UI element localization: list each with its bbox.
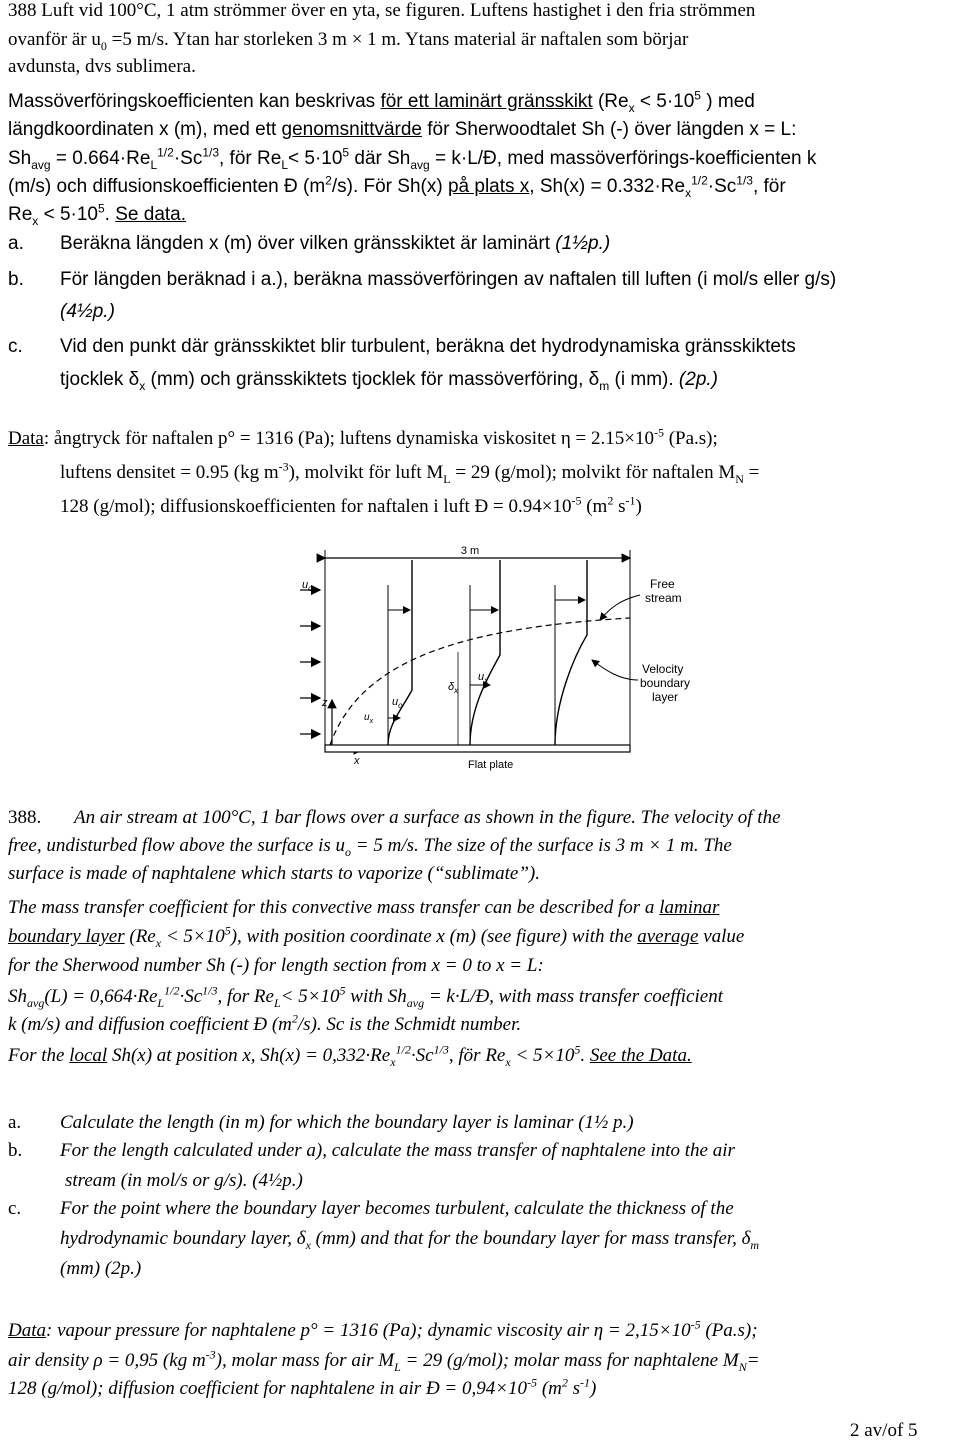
en-line-7: $Sh_{avg}(L) = 0,664\cdot Re_L^{1/2}\cdot Sc^{1/3}$, for $Re_L< 5\times 10^5$ with $Sh_{avg}$ = k·L/Đ, with mass transfer coefficient: [8, 983, 723, 1010]
en-question-a: a. Calculate the length (in m) for which the boundary layer is laminar (1½ p.): [8, 1112, 634, 1133]
en-question-c-line-3: (mm) (2p.): [60, 1258, 142, 1279]
en-line-6: for the Sherwood number Sh (-) for length section from x = 0 to x = L:: [8, 955, 544, 976]
sv-line-8: $Re_x < 5\cdot 10^5$. Se data.: [8, 201, 187, 228]
sv-line-6: $Sh_{avg} = 0.664\cdot Re_L^{1/2}\cdot Sc^{1/3}$, för $Re_L< 5\cdot 10^5$ där $Sh_{avg}$ = k·L/Đ, med massöverförings-koefficienten k: [8, 145, 817, 172]
sv-question-c: c. Vid den punkt där gränsskiktet blir turbulent, beräkna det hydrodynamiska gränsskiktets: [8, 336, 796, 357]
width-label: 3 m: [460, 545, 480, 557]
sv-line-7: (m/s) och diffusionskoefficienten Đ $(m^2/s)$. För Sh(x) på plats x, $Sh(x) = 0.332\cdot Re_x^{1/2}\cdot Sc^{1/3}$, för: [8, 173, 786, 200]
en-question-b: b. For the length calculated under a), calculate the mass transfer of naphtalene into the air: [8, 1140, 735, 1161]
sv-line-3: avdunsta, dvs sublimera.: [8, 56, 196, 77]
sv-data-line-1: Data: ångtryck för naftalen p° = 1316 (Pa); luftens dynamiska viskositet $\eta = 2.15\times 10^{-5}$ (Pa.s);: [8, 425, 718, 449]
ux-small-label: $u_x$: [364, 712, 374, 725]
en-data-line-1: Data: vapour pressure for naphtalene p° = 1316 (Pa); dynamic viscosity air $\eta = 2,15\times 10^{-5}$ (Pa.s);: [8, 1317, 758, 1341]
en-question-b-line-2: stream (in mol/s or g/s). (4½p.): [65, 1170, 303, 1191]
u0-profile-label: $u_o$: [392, 696, 403, 710]
sv-line-5: längdkoordinaten x (m), med ett genomsnittvärde för Sherwoodtalet Sh (-) över längden x = L:: [8, 119, 797, 140]
en-line-2: free, undisturbed flow above the surface is $u_o = 5$ m/s. The size of the surface is 3 m × 1 m. The: [8, 835, 732, 859]
en-question-c-line-2: hydrodynamic boundary layer, $\delta_x$ (mm) and that for the boundary layer for mass transfer, $\delta_m$: [60, 1228, 760, 1252]
en-line-5: boundary layer $(Re_x < 5\times 10^5)$, with position coordinate x (m) (see figure) with the average value: [8, 923, 745, 950]
velocity-bl-pointer: [592, 660, 638, 680]
z-axis-label: z: [322, 697, 328, 709]
boundary-layer-figure: [300, 540, 700, 780]
u0-label: $u_o$: [302, 579, 313, 593]
sv-question-b: b. För längden beräknad i a.), beräkna massöverföringen av naftalen till luften (i mol/s eller g/s): [8, 269, 837, 290]
en-line-1: 388. An air stream at 100°C, 1 bar flows over a surface as shown in the figure. The velocity of the: [8, 807, 781, 828]
en-line-4: The mass transfer coefficient for this convective mass transfer can be described for a laminar: [8, 897, 720, 918]
velocity-bl-label-3: layer: [652, 690, 679, 704]
velocity-profile-1: [388, 560, 412, 745]
sv-question-a: a. Beräkna längden x (m) över vilken gränsskiktet är laminärt (1½p.): [8, 233, 611, 254]
delta-label: $\delta_x$: [448, 681, 459, 695]
page-number: 2 av/of 5: [850, 1420, 918, 1441]
en-line-8: k (m/s) and diffusion coefficient Đ $(m^2/s)$. Sc is the Schmidt number.: [8, 1011, 522, 1035]
velocity-profile-3: [555, 560, 587, 745]
en-line-3: surface is made of naphtalene which starts to vaporize (“sublimate”).: [8, 863, 540, 884]
velocity-profile-2: [470, 560, 500, 745]
en-line-9: For the local Sh(x) at position x, $Sh(x) = 0,332\cdot Re_x^{1/2}\cdot Sc^{1/3}$, för $Re_x < 5\times 10^5$. See the Data.: [8, 1042, 692, 1069]
ux-profile-label: $u_x$: [478, 671, 489, 685]
flat-plate: [325, 745, 630, 752]
sv-question-b-points: (4½p.): [60, 301, 115, 322]
en-data-line-2: air density ρ = 0,95 (kg $m^{-3}$), molar mass for air $M_L = 29$ (g/mol); molar mass for naphtalene $M_N=$: [8, 1347, 760, 1374]
en-question-c: c. For the point where the boundary layer becomes turbulent, calculate the thickness of the: [8, 1198, 734, 1219]
free-stream-label-1: Free: [650, 577, 675, 591]
sv-line-2: ovanför är $u_0 =5$ m/s. Ytan har storleken 3 m × 1 m. Ytans material är naftalen som börjar: [8, 29, 689, 53]
velocity-bl-label-1: Velocity: [642, 662, 684, 676]
sv-data-line-3: 128 (g/mol); diffusionskoefficienten for naftalen i luft Đ = $0.94\times 10^{-5}$ ($m^2$ $s^{-1}$): [60, 493, 642, 517]
sv-line-1: 388 Luft vid 100°C, 1 atm strömmer över en yta, se figuren. Luftens hastighet i den fria strömmen: [8, 0, 756, 21]
flat-plate-label: Flat plate: [468, 759, 514, 771]
free-stream-label-2: stream: [645, 591, 682, 605]
sv-question-c-line-2: tjocklek $\delta_x$ (mm) och gränsskiktets tjocklek för massöverföring, $\delta_m$ (i mm). (2p.): [60, 369, 718, 393]
sv-line-4: Massöverföringskoefficienten kan beskrivas för ett laminärt gränsskikt ($Re_x < 5\cdot 10^5$ ) med: [8, 88, 755, 115]
velocity-bl-label-2: boundary: [640, 676, 691, 690]
x-axis-label: x: [354, 755, 360, 767]
en-data-line-3: 128 (g/mol); diffusion coefficient for naphtalene in air Đ = $0,94\times 10^{-5}$ ($m^2$ $s^{-1}$): [8, 1375, 597, 1399]
sv-data-line-2: luftens densitet = 0.95 (kg $m^{-3}$), molvikt för luft $M_L = 29$ (g/mol); molvikt för naftalen $M_N$ =: [60, 459, 760, 486]
free-stream-pointer: [600, 595, 640, 620]
